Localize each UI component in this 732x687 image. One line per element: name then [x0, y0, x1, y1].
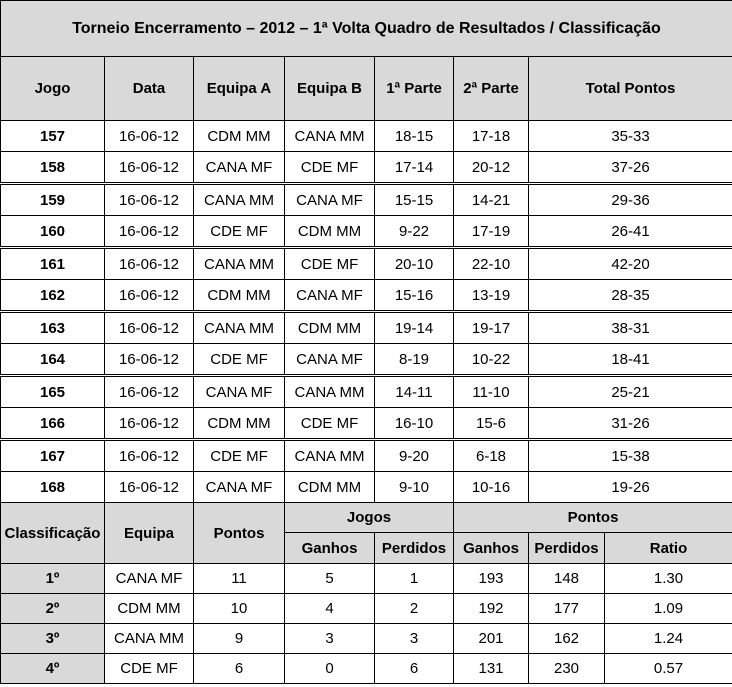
points-won-cell: 201	[454, 624, 529, 654]
header-pontos-ganhos: Ganhos	[454, 533, 529, 564]
equipa-b-cell: CDM MM	[285, 312, 375, 344]
equipa-a-cell: CANA MF	[194, 376, 285, 408]
parte2-cell: 10-22	[454, 344, 529, 376]
games-won-cell: 3	[285, 624, 375, 654]
header-jogos-ganhos: Ganhos	[285, 533, 375, 564]
classification-header-row	[1, 503, 732, 533]
table-row	[1, 184, 732, 216]
table-row	[1, 472, 732, 503]
total-cell: 29-36	[529, 184, 732, 216]
equipa-a-cell: CANA MM	[194, 248, 285, 280]
equipa-a-cell: CDE MF	[194, 216, 285, 248]
jogo-cell: 163	[1, 312, 105, 344]
data-cell: 16-06-12	[105, 184, 194, 216]
equipa-b-cell: CANA MF	[285, 344, 375, 376]
table-row	[1, 440, 732, 472]
equipa-b-cell: CDE MF	[285, 248, 375, 280]
total-cell: 18-41	[529, 344, 732, 376]
data-cell: 16-06-12	[105, 248, 194, 280]
header-data: Data	[105, 57, 194, 121]
header-jogo: Jogo	[1, 57, 105, 121]
header-2a-parte: 2ª Parte	[454, 57, 529, 121]
header-jogos-group: Jogos	[285, 503, 454, 533]
header-pontos: Pontos	[194, 503, 285, 564]
parte2-cell: 19-17	[454, 312, 529, 344]
parte2-cell: 14-21	[454, 184, 529, 216]
table-row	[1, 216, 732, 248]
data-cell: 16-06-12	[105, 312, 194, 344]
data-cell: 16-06-12	[105, 280, 194, 312]
equipa-b-cell: CDE MF	[285, 408, 375, 440]
equipa-b-cell: CDM MM	[285, 472, 375, 503]
parte2-cell: 13-19	[454, 280, 529, 312]
parte1-cell: 15-16	[375, 280, 454, 312]
games-won-cell: 5	[285, 564, 375, 594]
total-cell: 15-38	[529, 440, 732, 472]
jogo-cell: 162	[1, 280, 105, 312]
parte2-cell: 22-10	[454, 248, 529, 280]
table-row	[1, 594, 732, 624]
points-cell: 11	[194, 564, 285, 594]
points-cell: 9	[194, 624, 285, 654]
header-1a-parte: 1ª Parte	[375, 57, 454, 121]
table-row	[1, 312, 732, 344]
points-cell: 10	[194, 594, 285, 624]
equipa-a-cell: CANA MM	[194, 184, 285, 216]
equipa-a-cell: CANA MM	[194, 312, 285, 344]
data-cell: 16-06-12	[105, 440, 194, 472]
games-won-cell: 4	[285, 594, 375, 624]
parte1-cell: 16-10	[375, 408, 454, 440]
data-cell: 16-06-12	[105, 344, 194, 376]
header-jogos-perdidos: Perdidos	[375, 533, 454, 564]
jogo-cell: 161	[1, 248, 105, 280]
equipa-a-cell: CANA MF	[194, 472, 285, 503]
equipa-b-cell: CANA MM	[285, 376, 375, 408]
position-cell: 4º	[1, 654, 105, 684]
header-pontos-perdidos: Perdidos	[529, 533, 605, 564]
points-won-cell: 192	[454, 594, 529, 624]
ratio-cell: 1.24	[605, 624, 732, 654]
equipa-a-cell: CANA MF	[194, 152, 285, 184]
table-row	[1, 376, 732, 408]
parte1-cell: 15-15	[375, 184, 454, 216]
parte1-cell: 18-15	[375, 121, 454, 152]
parte1-cell: 9-10	[375, 472, 454, 503]
title-row	[1, 1, 732, 57]
total-cell: 26-41	[529, 216, 732, 248]
equipa-a-cell: CDE MF	[194, 344, 285, 376]
header-equipa-a: Equipa A	[194, 57, 285, 121]
equipa-a-cell: CDM MM	[194, 280, 285, 312]
jogo-cell: 168	[1, 472, 105, 503]
jogo-cell: 166	[1, 408, 105, 440]
table-row	[1, 624, 732, 654]
table-row	[1, 152, 732, 184]
points-lost-cell: 148	[529, 564, 605, 594]
points-lost-cell: 162	[529, 624, 605, 654]
parte2-cell: 11-10	[454, 376, 529, 408]
equipa-a-cell: CDM MM	[194, 121, 285, 152]
jogo-cell: 158	[1, 152, 105, 184]
parte2-cell: 17-18	[454, 121, 529, 152]
jogo-cell: 160	[1, 216, 105, 248]
games-lost-cell: 6	[375, 654, 454, 684]
parte1-cell: 17-14	[375, 152, 454, 184]
parte1-cell: 9-22	[375, 216, 454, 248]
header-total-pontos: Total Pontos	[529, 57, 732, 121]
table-row	[1, 121, 732, 152]
results-header-row	[1, 57, 732, 121]
jogo-cell: 165	[1, 376, 105, 408]
total-cell: 42-20	[529, 248, 732, 280]
table-row	[1, 408, 732, 440]
points-lost-cell: 177	[529, 594, 605, 624]
parte2-cell: 6-18	[454, 440, 529, 472]
equipa-b-cell: CDM MM	[285, 216, 375, 248]
position-cell: 1º	[1, 564, 105, 594]
data-cell: 16-06-12	[105, 408, 194, 440]
data-cell: 16-06-12	[105, 376, 194, 408]
total-cell: 31-26	[529, 408, 732, 440]
jogo-cell: 164	[1, 344, 105, 376]
jogo-cell: 167	[1, 440, 105, 472]
header-equipa: Equipa	[105, 503, 194, 564]
team-cell: CDM MM	[105, 594, 194, 624]
equipa-b-cell: CANA MF	[285, 280, 375, 312]
data-cell: 16-06-12	[105, 472, 194, 503]
equipa-b-cell: CANA MM	[285, 121, 375, 152]
table-row	[1, 654, 732, 684]
equipa-b-cell: CANA MF	[285, 184, 375, 216]
total-cell: 35-33	[529, 121, 732, 152]
parte2-cell: 20-12	[454, 152, 529, 184]
table-row	[1, 344, 732, 376]
parte1-cell: 20-10	[375, 248, 454, 280]
header-ratio: Ratio	[605, 533, 732, 564]
parte1-cell: 8-19	[375, 344, 454, 376]
table-row	[1, 564, 732, 594]
parte2-cell: 15-6	[454, 408, 529, 440]
header-pontos-group: Pontos	[454, 503, 732, 533]
position-cell: 2º	[1, 594, 105, 624]
jogo-cell: 159	[1, 184, 105, 216]
header-classificacao: Classificação	[1, 503, 105, 564]
equipa-b-cell: CDE MF	[285, 152, 375, 184]
ratio-cell: 0.57	[605, 654, 732, 684]
jogo-cell: 157	[1, 121, 105, 152]
table-row	[1, 280, 732, 312]
parte1-cell: 9-20	[375, 440, 454, 472]
equipa-a-cell: CDE MF	[194, 440, 285, 472]
header-equipa-b: Equipa B	[285, 57, 375, 121]
parte1-cell: 19-14	[375, 312, 454, 344]
table-row	[1, 248, 732, 280]
ratio-cell: 1.30	[605, 564, 732, 594]
points-cell: 6	[194, 654, 285, 684]
equipa-a-cell: CDM MM	[194, 408, 285, 440]
equipa-b-cell: CANA MM	[285, 440, 375, 472]
total-cell: 25-21	[529, 376, 732, 408]
total-cell: 38-31	[529, 312, 732, 344]
games-lost-cell: 2	[375, 594, 454, 624]
parte2-cell: 10-16	[454, 472, 529, 503]
position-cell: 3º	[1, 624, 105, 654]
data-cell: 16-06-12	[105, 216, 194, 248]
games-lost-cell: 1	[375, 564, 454, 594]
points-won-cell: 131	[454, 654, 529, 684]
data-cell: 16-06-12	[105, 152, 194, 184]
parte1-cell: 14-11	[375, 376, 454, 408]
team-cell: CANA MM	[105, 624, 194, 654]
team-cell: CDE MF	[105, 654, 194, 684]
games-won-cell: 0	[285, 654, 375, 684]
total-cell: 28-35	[529, 280, 732, 312]
games-lost-cell: 3	[375, 624, 454, 654]
data-cell: 16-06-12	[105, 121, 194, 152]
page-title: Torneio Encerramento – 2012 – 1ª Volta Quadro de Resultados / Classificação	[1, 1, 732, 57]
ratio-cell: 1.09	[605, 594, 732, 624]
total-cell: 37-26	[529, 152, 732, 184]
parte2-cell: 17-19	[454, 216, 529, 248]
team-cell: CANA MF	[105, 564, 194, 594]
total-cell: 19-26	[529, 472, 732, 503]
points-won-cell: 193	[454, 564, 529, 594]
points-lost-cell: 230	[529, 654, 605, 684]
